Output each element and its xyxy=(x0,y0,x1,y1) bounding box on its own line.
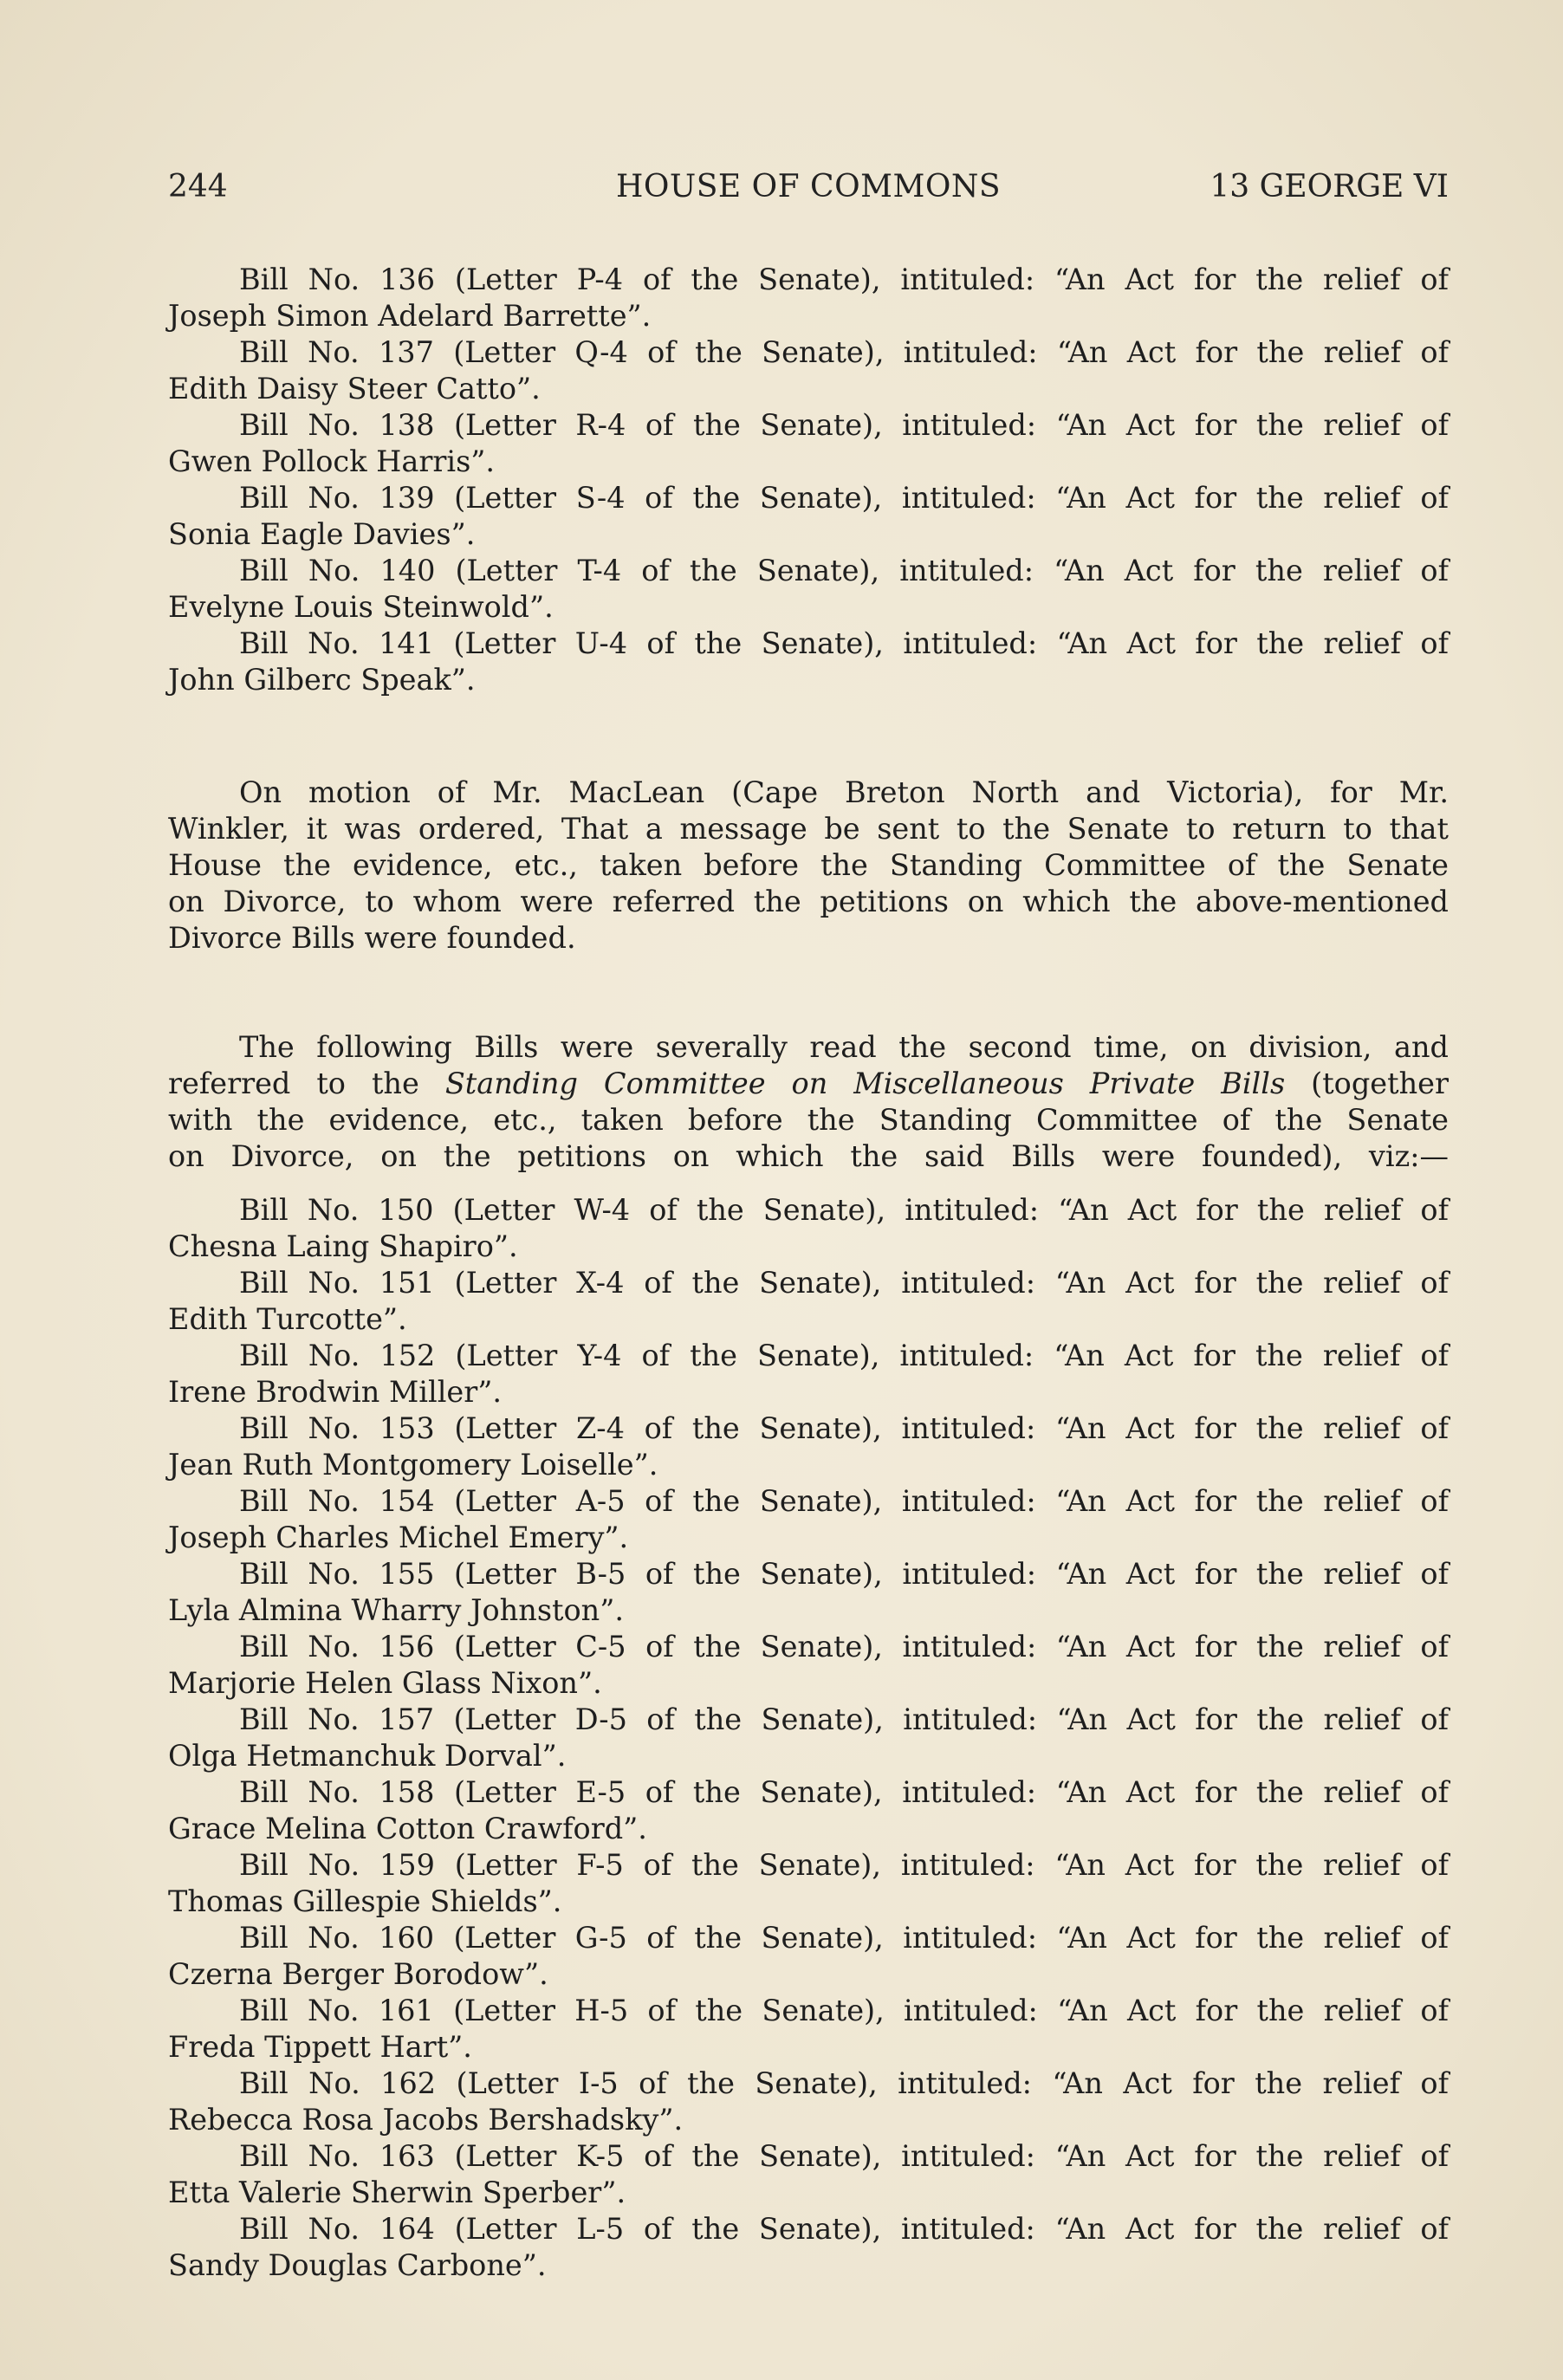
bill-line: Bill No. 157 (Letter D-5 of the Senate), intituled: “An Act for the relief of xyxy=(239,1702,1449,1736)
bill-line: Bill No. 139 (Letter S-4 of the Senate), intituled: “An Act for the relief of xyxy=(239,481,1449,515)
bill-line: Lyla Almina Wharry Johnston”. xyxy=(168,1593,625,1627)
committee-name: Standing Committee on Miscellaneous Private Bills xyxy=(444,1067,1286,1100)
bill-line: Bill No. 154 (Letter A-5 of the Senate), intituled: “An Act for the relief of xyxy=(239,1484,1449,1518)
bill-entry xyxy=(168,480,1449,553)
bill-entry xyxy=(168,1192,1449,1265)
bill-line: Bill No. 158 (Letter E-5 of the Senate), intituled: “An Act for the relief of xyxy=(239,1775,1449,1809)
bill-line: Bill No. 152 (Letter Y-4 of the Senate), intituled: “An Act for the relief of xyxy=(239,1339,1449,1372)
bill-entry xyxy=(168,1847,1449,1920)
page-header xyxy=(168,169,1449,212)
bill-entry xyxy=(168,1265,1449,1338)
bill-line: Sonia Eagle Davies”. xyxy=(168,517,476,551)
motion-paragraph xyxy=(168,775,1449,957)
bill-line: Irene Brodwin Miller”. xyxy=(168,1375,503,1409)
bill-line: Bill No. 163 (Letter K-5 of the Senate), intituled: “An Act for the relief of xyxy=(239,2139,1449,2173)
bill-line: Bill No. 161 (Letter H-5 of the Senate), intituled: “An Act for the relief of xyxy=(239,1994,1449,2027)
bill-line: Edith Turcotte”. xyxy=(168,1302,407,1336)
bill-line: Freda Tippett Hart”. xyxy=(168,2030,472,2064)
second-reading-paragraph xyxy=(168,1029,1449,1175)
bill-entry xyxy=(168,1556,1449,1629)
bill-entry xyxy=(168,1410,1449,1483)
bill-entry xyxy=(168,407,1449,480)
paragraph-fragment: (together xyxy=(1285,1067,1450,1100)
bill-entry xyxy=(168,2138,1449,2211)
bill-entry xyxy=(168,1629,1449,1702)
bill-line: Bill No. 164 (Letter L-5 of the Senate), intituled: “An Act for the relief of xyxy=(239,2212,1449,2246)
bill-line: Bill No. 140 (Letter T-4 of the Senate), intituled: “An Act for the relief of xyxy=(239,554,1449,587)
bill-line: Thomas Gillespie Shields”. xyxy=(168,1884,562,1918)
paragraph-line: on Divorce, to whom were referred the petitions on which the above-mentioned xyxy=(168,885,1449,918)
bill-list-first xyxy=(168,262,1449,698)
paragraph-line: On motion of Mr. MacLean (Cape Breton North and Victoria), for Mr. xyxy=(239,775,1449,809)
bill-line: Bill No. 155 (Letter B-5 of the Senate), intituled: “An Act for the relief of xyxy=(239,1557,1449,1591)
bill-entry xyxy=(168,1920,1449,1993)
bill-line: Bill No. 138 (Letter R-4 of the Senate), intituled: “An Act for the relief of xyxy=(239,408,1449,442)
paragraph-line: Divorce Bills were founded. xyxy=(168,921,576,955)
bill-entry xyxy=(168,626,1449,698)
bill-line: Grace Melina Cotton Crawford”. xyxy=(168,1812,647,1845)
paragraph-line xyxy=(168,1066,1449,1102)
bill-line: Jean Ruth Montgomery Loiselle”. xyxy=(168,1448,658,1482)
bill-line: Joseph Simon Adelard Barrette”. xyxy=(168,299,652,333)
bill-entry xyxy=(168,1702,1449,1774)
paragraph-fragment: referred to the xyxy=(168,1067,445,1100)
bill-line: Etta Valerie Sherwin Sperber”. xyxy=(168,2176,626,2209)
bill-list-second xyxy=(168,1192,1449,2284)
page-number: 244 xyxy=(168,169,228,204)
bill-line: Sandy Douglas Carbone”. xyxy=(168,2248,547,2282)
bill-entry xyxy=(168,1774,1449,1847)
bill-line: Bill No. 150 (Letter W-4 of the Senate), intituled: “An Act for the relief of xyxy=(239,1193,1449,1227)
bill-line: Bill No. 136 (Letter P-4 of the Senate), intituled: “An Act for the relief of xyxy=(239,263,1449,296)
bill-line: Bill No. 141 (Letter U-4 of the Senate), intituled: “An Act for the relief of xyxy=(239,626,1449,660)
bill-entry xyxy=(168,553,1449,626)
bill-line: Bill No. 160 (Letter G-5 of the Senate), intituled: “An Act for the relief of xyxy=(239,1921,1449,1955)
paragraph-line: House the evidence, etc., taken before the Standing Committee of the Senate xyxy=(168,848,1449,882)
running-title: HOUSE OF COMMONS xyxy=(615,169,1002,204)
bill-entry xyxy=(168,1338,1449,1410)
bill-entry xyxy=(168,1993,1449,2065)
bill-line: Bill No. 156 (Letter C-5 of the Senate), intituled: “An Act for the relief of xyxy=(239,1630,1449,1663)
bill-line: Marjorie Helen Glass Nixon”. xyxy=(168,1666,602,1700)
bill-line: Edith Daisy Steer Catto”. xyxy=(168,372,541,405)
paragraph-line: Winkler, it was ordered, That a message be sent to the Senate to return to that xyxy=(168,812,1449,846)
bill-line: Rebecca Rosa Jacobs Bershadsky”. xyxy=(168,2103,684,2137)
bill-line: John Gilberc Speak”. xyxy=(168,663,476,697)
bill-entry xyxy=(168,262,1449,334)
bill-entry xyxy=(168,2065,1449,2138)
bill-entry xyxy=(168,2211,1449,2284)
paragraph-line: The following Bills were severally read the second time, on division, and xyxy=(239,1030,1449,1064)
bill-line: Chesna Laing Shapiro”. xyxy=(168,1229,518,1263)
bill-entry xyxy=(168,1483,1449,1556)
bill-line: Bill No. 159 (Letter F-5 of the Senate), intituled: “An Act for the relief of xyxy=(239,1848,1449,1882)
bill-line: Olga Hetmanchuk Dorval”. xyxy=(168,1739,567,1773)
paragraph-line: with the evidence, etc., taken before the Standing Committee of the Senate xyxy=(168,1103,1449,1137)
bill-line: Czerna Berger Borodow”. xyxy=(168,1957,548,1991)
bill-line: Bill No. 162 (Letter I-5 of the Senate), intituled: “An Act for the relief of xyxy=(239,2066,1449,2100)
bill-line: Joseph Charles Michel Emery”. xyxy=(168,1521,629,1554)
bill-line: Gwen Pollock Harris”. xyxy=(168,444,496,478)
bill-line: Bill No. 153 (Letter Z-4 of the Senate), intituled: “An Act for the relief of xyxy=(239,1411,1449,1445)
bill-line: Bill No. 137 (Letter Q-4 of the Senate), intituled: “An Act for the relief of xyxy=(239,335,1449,369)
bill-line: Evelyne Louis Steinwold”. xyxy=(168,590,554,624)
regnal-year: 13 GEORGE VI xyxy=(1210,169,1449,204)
bill-entry xyxy=(168,334,1449,407)
bill-line: Bill No. 151 (Letter X-4 of the Senate), intituled: “An Act for the relief of xyxy=(239,1266,1449,1300)
paragraph-line: on Divorce, on the petitions on which the said Bills were founded), viz:— xyxy=(168,1139,1449,1173)
